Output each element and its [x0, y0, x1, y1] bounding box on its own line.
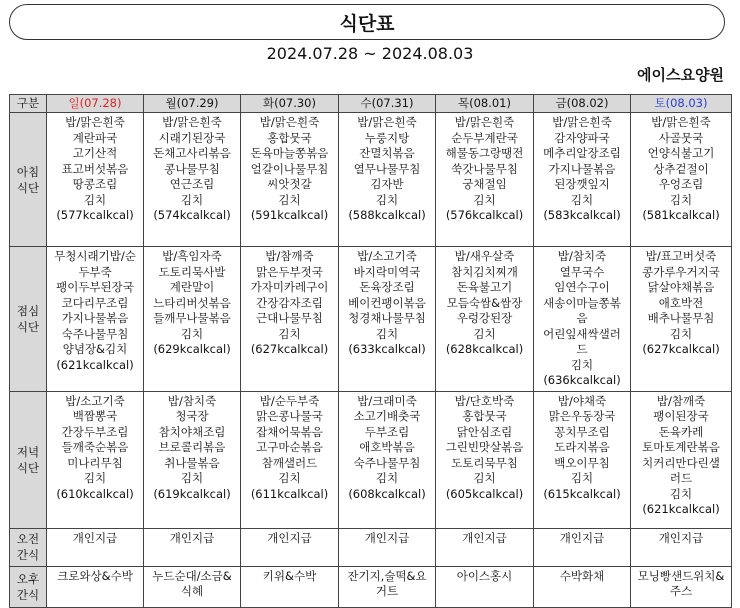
- menu-cell-sun: [47, 391, 144, 528]
- menu-item: 돈육불고기: [456, 280, 513, 294]
- menu-item: 가자미카레구이: [250, 280, 329, 294]
- menu-item: 밥/참치죽: [167, 393, 217, 408]
- menu-item: 김치: [375, 192, 399, 207]
- menu-item: 개인지급: [658, 530, 704, 545]
- menu-item: 김자반: [370, 177, 404, 191]
- menu-item: (588kcalkcal): [348, 208, 426, 222]
- menu-item: 잔기지,술떡&요: [347, 568, 427, 583]
- menu-item: 밥/참치죽: [557, 249, 607, 263]
- row-label-line: 점심: [16, 303, 40, 318]
- menu-item: 표고버섯볶음: [61, 161, 129, 176]
- menu-cell-sun: [47, 247, 144, 392]
- day-header-fri: 금(08.02): [534, 95, 631, 113]
- menu-item: 개인지급: [72, 530, 118, 545]
- menu-item: 김치: [83, 471, 107, 485]
- menu-item: 참깨샐러드: [261, 455, 318, 470]
- menu-item: 팽이두부된장국: [56, 280, 134, 294]
- menu-item: (633kcalkcal): [348, 342, 426, 356]
- menu-item: 상추겉절이: [653, 161, 709, 176]
- row-label: [10, 528, 47, 566]
- row-label-line: 오후: [16, 571, 40, 586]
- menu-item: 김치: [180, 471, 204, 485]
- menu-item: (619kcalkcal): [153, 486, 231, 501]
- menu-item: 백오이무침: [554, 455, 610, 470]
- menu-cell-fri: [534, 528, 631, 566]
- menu-item: (608kcalkcal): [348, 486, 426, 501]
- menu-item: 밥/흑임자죽: [162, 249, 222, 263]
- menu-item: 가지나물볶음: [548, 161, 616, 176]
- menu-item: 돈육마늘쫑볶음: [250, 146, 329, 160]
- menu-item: 도라지볶음: [554, 440, 610, 454]
- afternoon-snack-row: [10, 566, 732, 607]
- menu-item: 사골뭇국: [658, 130, 704, 145]
- menu-item: 김치: [473, 192, 496, 207]
- menu-item: (574kcalkcal): [153, 208, 231, 222]
- menu-item: 고구마순볶음: [256, 440, 323, 454]
- menu-item: (627kcalkcal): [250, 342, 329, 356]
- menu-cell-tue: [241, 247, 339, 392]
- menu-item: 김치: [180, 326, 204, 341]
- title-banner: [9, 4, 725, 40]
- menu-item: 잔멸치볶음: [359, 146, 415, 160]
- menu-cell-mon: [144, 113, 241, 247]
- menu-cell-mon: [144, 391, 241, 528]
- menu-item: 도토리묵사발: [158, 264, 226, 279]
- menu-item: 밥/참깨죽: [265, 249, 314, 263]
- menu-cell-mon: [144, 566, 241, 607]
- menu-item: 김치: [278, 326, 301, 341]
- menu-item: 밥/맑은흰죽: [651, 115, 711, 129]
- row-label-line: 식단: [16, 460, 40, 475]
- menu-item: (611kcalkcal): [250, 486, 329, 501]
- menu-item: 언양식불고기: [647, 146, 715, 160]
- menu-item: 임연수구이: [554, 280, 610, 294]
- menu-item: 김치: [473, 471, 496, 485]
- menu-item: 김치: [570, 192, 594, 207]
- row-label-line: 오전: [16, 532, 40, 546]
- menu-item: (583kcalkcal): [543, 208, 621, 222]
- menu-cell-tue: [241, 391, 339, 528]
- menu-cell-wed: [339, 566, 436, 607]
- menu-item: 도토리묵무침: [451, 455, 518, 470]
- menu-item: 개인지급: [462, 530, 507, 545]
- menu-item: 궁채절임: [462, 177, 507, 191]
- menu-cell-thu: [436, 528, 534, 566]
- menu-item: 바지락미역국: [353, 264, 421, 279]
- menu-item: 들깨무나물볶음: [153, 311, 231, 325]
- menu-item: 밥/야채죽: [557, 393, 607, 408]
- menu-item: 계란말이: [169, 280, 215, 294]
- menu-item: 밥/소고기죽: [65, 393, 125, 408]
- row-label-line: 간식: [16, 587, 40, 602]
- row-label: [10, 113, 47, 247]
- menu-cell-sat: [631, 528, 732, 566]
- menu-item: 해물동그랑땡전: [445, 146, 524, 160]
- menu-item: 두부죽: [78, 264, 112, 279]
- menu-item: 숙주나물무침: [61, 326, 129, 341]
- menu-item: (581kcalkcal): [642, 208, 720, 222]
- menu-item: 맑은두부젓국: [256, 264, 323, 279]
- menu-item: 감자양파국: [554, 130, 610, 145]
- menu-cell-fri: [534, 247, 631, 392]
- menu-item: 배추나물무침: [647, 311, 715, 325]
- menu-item: 맑은우동장국: [548, 409, 616, 423]
- menu-item: 아이스홍시: [456, 568, 513, 583]
- menu-item: 연근조림: [169, 177, 215, 191]
- menu-item: 쑥갓나물무침: [451, 161, 518, 176]
- menu-item: 팽이된장국: [653, 409, 709, 423]
- menu-item: (576kcalkcal): [445, 208, 524, 222]
- menu-item: 음: [576, 311, 588, 325]
- menu-cell-sun: [47, 566, 144, 607]
- menu-item: 양념장&김치: [62, 342, 128, 356]
- header-label: 구분: [10, 95, 47, 113]
- menu-cell-sun: [47, 528, 144, 566]
- menu-item: 꽁치무조림: [554, 424, 610, 439]
- menu-item: (621kcalkcal): [642, 502, 720, 516]
- menu-item: 밥/맑은흰죽: [259, 115, 320, 129]
- menu-item: 닭안심조림: [456, 424, 513, 439]
- menu-cell-sun: [47, 113, 144, 247]
- menu-item: 김치: [83, 192, 107, 207]
- menu-item: 크로와상&수박: [57, 568, 133, 583]
- menu-item: 치커리만다린샐: [642, 455, 720, 470]
- row-label-line: 간식: [16, 548, 40, 562]
- menu-item: 가지나물볶음: [61, 311, 129, 325]
- menu-cell-thu: [436, 247, 534, 392]
- menu-item: 무청시래기밥/순: [54, 249, 136, 263]
- organization-name: 에이스요양원: [637, 66, 724, 84]
- menu-cell-fri: [534, 391, 631, 528]
- menu-item: 개인지급: [559, 530, 605, 545]
- menu-item: 모닝빵샌드위치&: [637, 568, 725, 583]
- menu-item: 베이컨팽이볶음: [348, 295, 426, 310]
- menu-item: 참치야채조림: [158, 424, 226, 439]
- day-header-wed: 수(07.31): [339, 95, 436, 113]
- menu-item: 애호박전: [658, 295, 704, 310]
- menu-item: 러드: [669, 471, 693, 485]
- menu-item: 우엉조림: [658, 177, 704, 191]
- row-label-line: 저녁: [16, 444, 40, 459]
- menu-item: 얼갈이나물무침: [250, 161, 329, 176]
- menu-item: 간장감자조림: [256, 295, 323, 310]
- menu-item: 개인지급: [364, 530, 410, 545]
- menu-item: 계란파국: [72, 130, 118, 145]
- menu-item: 느타리버섯볶음: [153, 295, 231, 310]
- menu-cell-thu: [436, 391, 534, 528]
- menu-item: 들깨죽순볶음: [61, 440, 129, 454]
- menu-item: (577kcalkcal): [56, 208, 134, 222]
- menu-item: 근대나물무침: [256, 311, 323, 325]
- menu-item: 된장깻잎지: [554, 177, 610, 191]
- day-header-sat: 토(08.03): [631, 95, 732, 113]
- menu-item: 김치: [375, 326, 399, 341]
- menu-item: (615kcalkcal): [543, 486, 621, 501]
- menu-item: 콩나물무침: [164, 161, 220, 176]
- menu-item: 밥/맑은흰죽: [454, 115, 515, 129]
- menu-item: 홍합뭇국: [462, 409, 507, 423]
- row-label-line: 아침: [16, 164, 40, 179]
- menu-item: 김치: [375, 471, 399, 485]
- menu-item: 닭살야채볶음: [647, 280, 715, 294]
- menu-item: 돈육장조림: [359, 280, 415, 294]
- menu-item: 밥/맑은흰죽: [162, 115, 222, 129]
- row-label-line: 식단: [16, 180, 40, 195]
- menu-item: (629kcalkcal): [153, 342, 231, 356]
- menu-item: 누룽지탕: [364, 130, 410, 145]
- menu-item: 누드순대/소금&: [152, 568, 232, 583]
- menu-item: 김치: [669, 192, 693, 207]
- menu-item: 청국장: [175, 409, 209, 423]
- menu-item: 밥/소고기죽: [357, 249, 417, 263]
- menu-item: (621kcalkcal): [56, 357, 134, 372]
- breakfast-row: [10, 113, 732, 247]
- menu-item: 참치김치찌개: [451, 264, 518, 279]
- menu-cell-tue: [241, 113, 339, 247]
- menu-item: 키위&수박: [262, 568, 317, 583]
- day-header-tue: 화(07.30): [241, 95, 339, 113]
- menu-item: 우렁강된장: [456, 311, 513, 325]
- menu-item: 잡채어묵볶음: [256, 424, 323, 439]
- menu-item: 새송이마늘쫑볶: [543, 295, 621, 310]
- menu-item: 밥/맑은흰죽: [357, 115, 417, 129]
- menu-item: 코다리무조림: [61, 295, 129, 310]
- menu-cell-wed: [339, 391, 436, 528]
- menu-item: 김치: [180, 192, 204, 207]
- menu-item: 김치: [278, 471, 301, 485]
- menu-item: 밥/맑은흰죽: [65, 115, 125, 129]
- menu-item: (610kcalkcal): [56, 486, 134, 501]
- menu-item: 취나물볶음: [164, 455, 220, 470]
- menu-item: (591kcalkcal): [250, 208, 329, 222]
- menu-item: 맑은콩나물국: [256, 409, 323, 423]
- menu-item: 수박화채: [559, 568, 605, 583]
- date-range: 2024.07.28 ~ 2024.08.03: [266, 44, 474, 63]
- menu-item: 청경채나물무침: [348, 311, 426, 325]
- menu-cell-tue: [241, 566, 339, 607]
- menu-item: 어린잎새싹샐러: [543, 326, 621, 341]
- menu-cell-fri: [534, 566, 631, 607]
- header-row: [10, 95, 732, 113]
- menu-item: (627kcalkcal): [642, 342, 720, 356]
- menu-item: 브로콜리볶음: [158, 440, 226, 454]
- menu-item: (636kcalkcal): [543, 373, 621, 387]
- day-header-sun: 일(07.28): [47, 95, 144, 113]
- menu-item: 열무국수: [559, 264, 605, 279]
- lunch-row: [10, 247, 732, 392]
- menu-item: 소고기배춧국: [353, 409, 421, 423]
- menu-item: 밥/새우살죽: [454, 249, 515, 263]
- menu-item: 김치: [669, 486, 693, 501]
- day-header-thu: 목(08.01): [436, 95, 534, 113]
- menu-cell-thu: [436, 566, 534, 607]
- menu-item: 애호박볶음: [359, 440, 415, 454]
- menu-item: 콩가루우거지국: [642, 264, 720, 279]
- menu-item: 시래기된장국: [158, 130, 226, 145]
- menu-item: 돈채고사리볶음: [153, 146, 231, 160]
- menu-cell-sat: [631, 391, 732, 528]
- menu-item: 미나리무침: [67, 455, 123, 470]
- menu-item: 김치: [570, 471, 594, 485]
- menu-item: 김치: [278, 192, 301, 207]
- menu-item: 백짬뽕국: [72, 409, 118, 423]
- menu-item: 토마토계란볶음: [642, 440, 720, 454]
- menu-item: 두부조림: [364, 424, 410, 439]
- menu-item: (605kcalkcal): [445, 486, 524, 501]
- menu-item: 숙주나물무침: [353, 455, 421, 470]
- menu-cell-sat: [631, 247, 732, 392]
- menu-item: 식혜: [180, 584, 204, 598]
- morning-snack-row: [10, 528, 732, 566]
- menu-item: 밥/표고버섯죽: [645, 249, 717, 263]
- row-label: [10, 391, 47, 528]
- menu-item: 개인지급: [267, 530, 312, 545]
- menu-item: 밥/단호박죽: [454, 393, 515, 408]
- menu-cell-thu: [436, 113, 534, 247]
- menu-item: 돈육카레: [658, 424, 704, 439]
- menu-item: 열무나물무침: [353, 161, 421, 176]
- menu-item: 밥/크래미죽: [357, 393, 417, 408]
- menu-item: 개인지급: [169, 530, 215, 545]
- menu-item: 거트: [375, 584, 399, 598]
- menu-item: 밥/순두부죽: [259, 393, 320, 408]
- menu-item: 김치: [473, 326, 496, 341]
- menu-item: 순두부계란국: [451, 130, 518, 145]
- menu-cell-wed: [339, 113, 436, 247]
- menu-cell-sat: [631, 113, 732, 247]
- menu-cell-sat: [631, 566, 732, 607]
- menu-item: 드: [576, 342, 588, 356]
- menu-item: 땅콩조림: [72, 177, 118, 191]
- meal-table: [9, 94, 732, 608]
- menu-item: 간장두부조림: [61, 424, 129, 439]
- menu-cell-tue: [241, 528, 339, 566]
- dinner-row: [10, 391, 732, 528]
- row-label: [10, 566, 47, 607]
- menu-item: 고기산적: [72, 146, 118, 160]
- day-header-mon: 월(07.29): [144, 95, 241, 113]
- menu-item: 홍합뭇국: [267, 130, 312, 145]
- menu-item: 그린빈맛살볶음: [445, 440, 524, 454]
- menu-item: 김치: [669, 326, 693, 341]
- menu-item: 주스: [669, 584, 693, 598]
- menu-cell-mon: [144, 247, 241, 392]
- row-label-line: 식단: [16, 319, 40, 334]
- page-title: 식단표: [339, 12, 395, 35]
- menu-item: 밥/맑은흰죽: [552, 115, 612, 129]
- menu-cell-wed: [339, 247, 436, 392]
- menu-item: 씨앗젓갈: [267, 177, 312, 191]
- menu-cell-fri: [534, 113, 631, 247]
- menu-item: 밥/참깨죽: [656, 393, 706, 408]
- menu-cell-mon: [144, 528, 241, 566]
- menu-item: (628kcalkcal): [445, 342, 524, 356]
- menu-item: 메추리알장조림: [543, 146, 621, 160]
- row-label: [10, 247, 47, 392]
- menu-cell-wed: [339, 528, 436, 566]
- menu-item: 김치: [570, 357, 594, 372]
- menu-item: 모듬숙쌈&쌈장: [446, 295, 523, 310]
